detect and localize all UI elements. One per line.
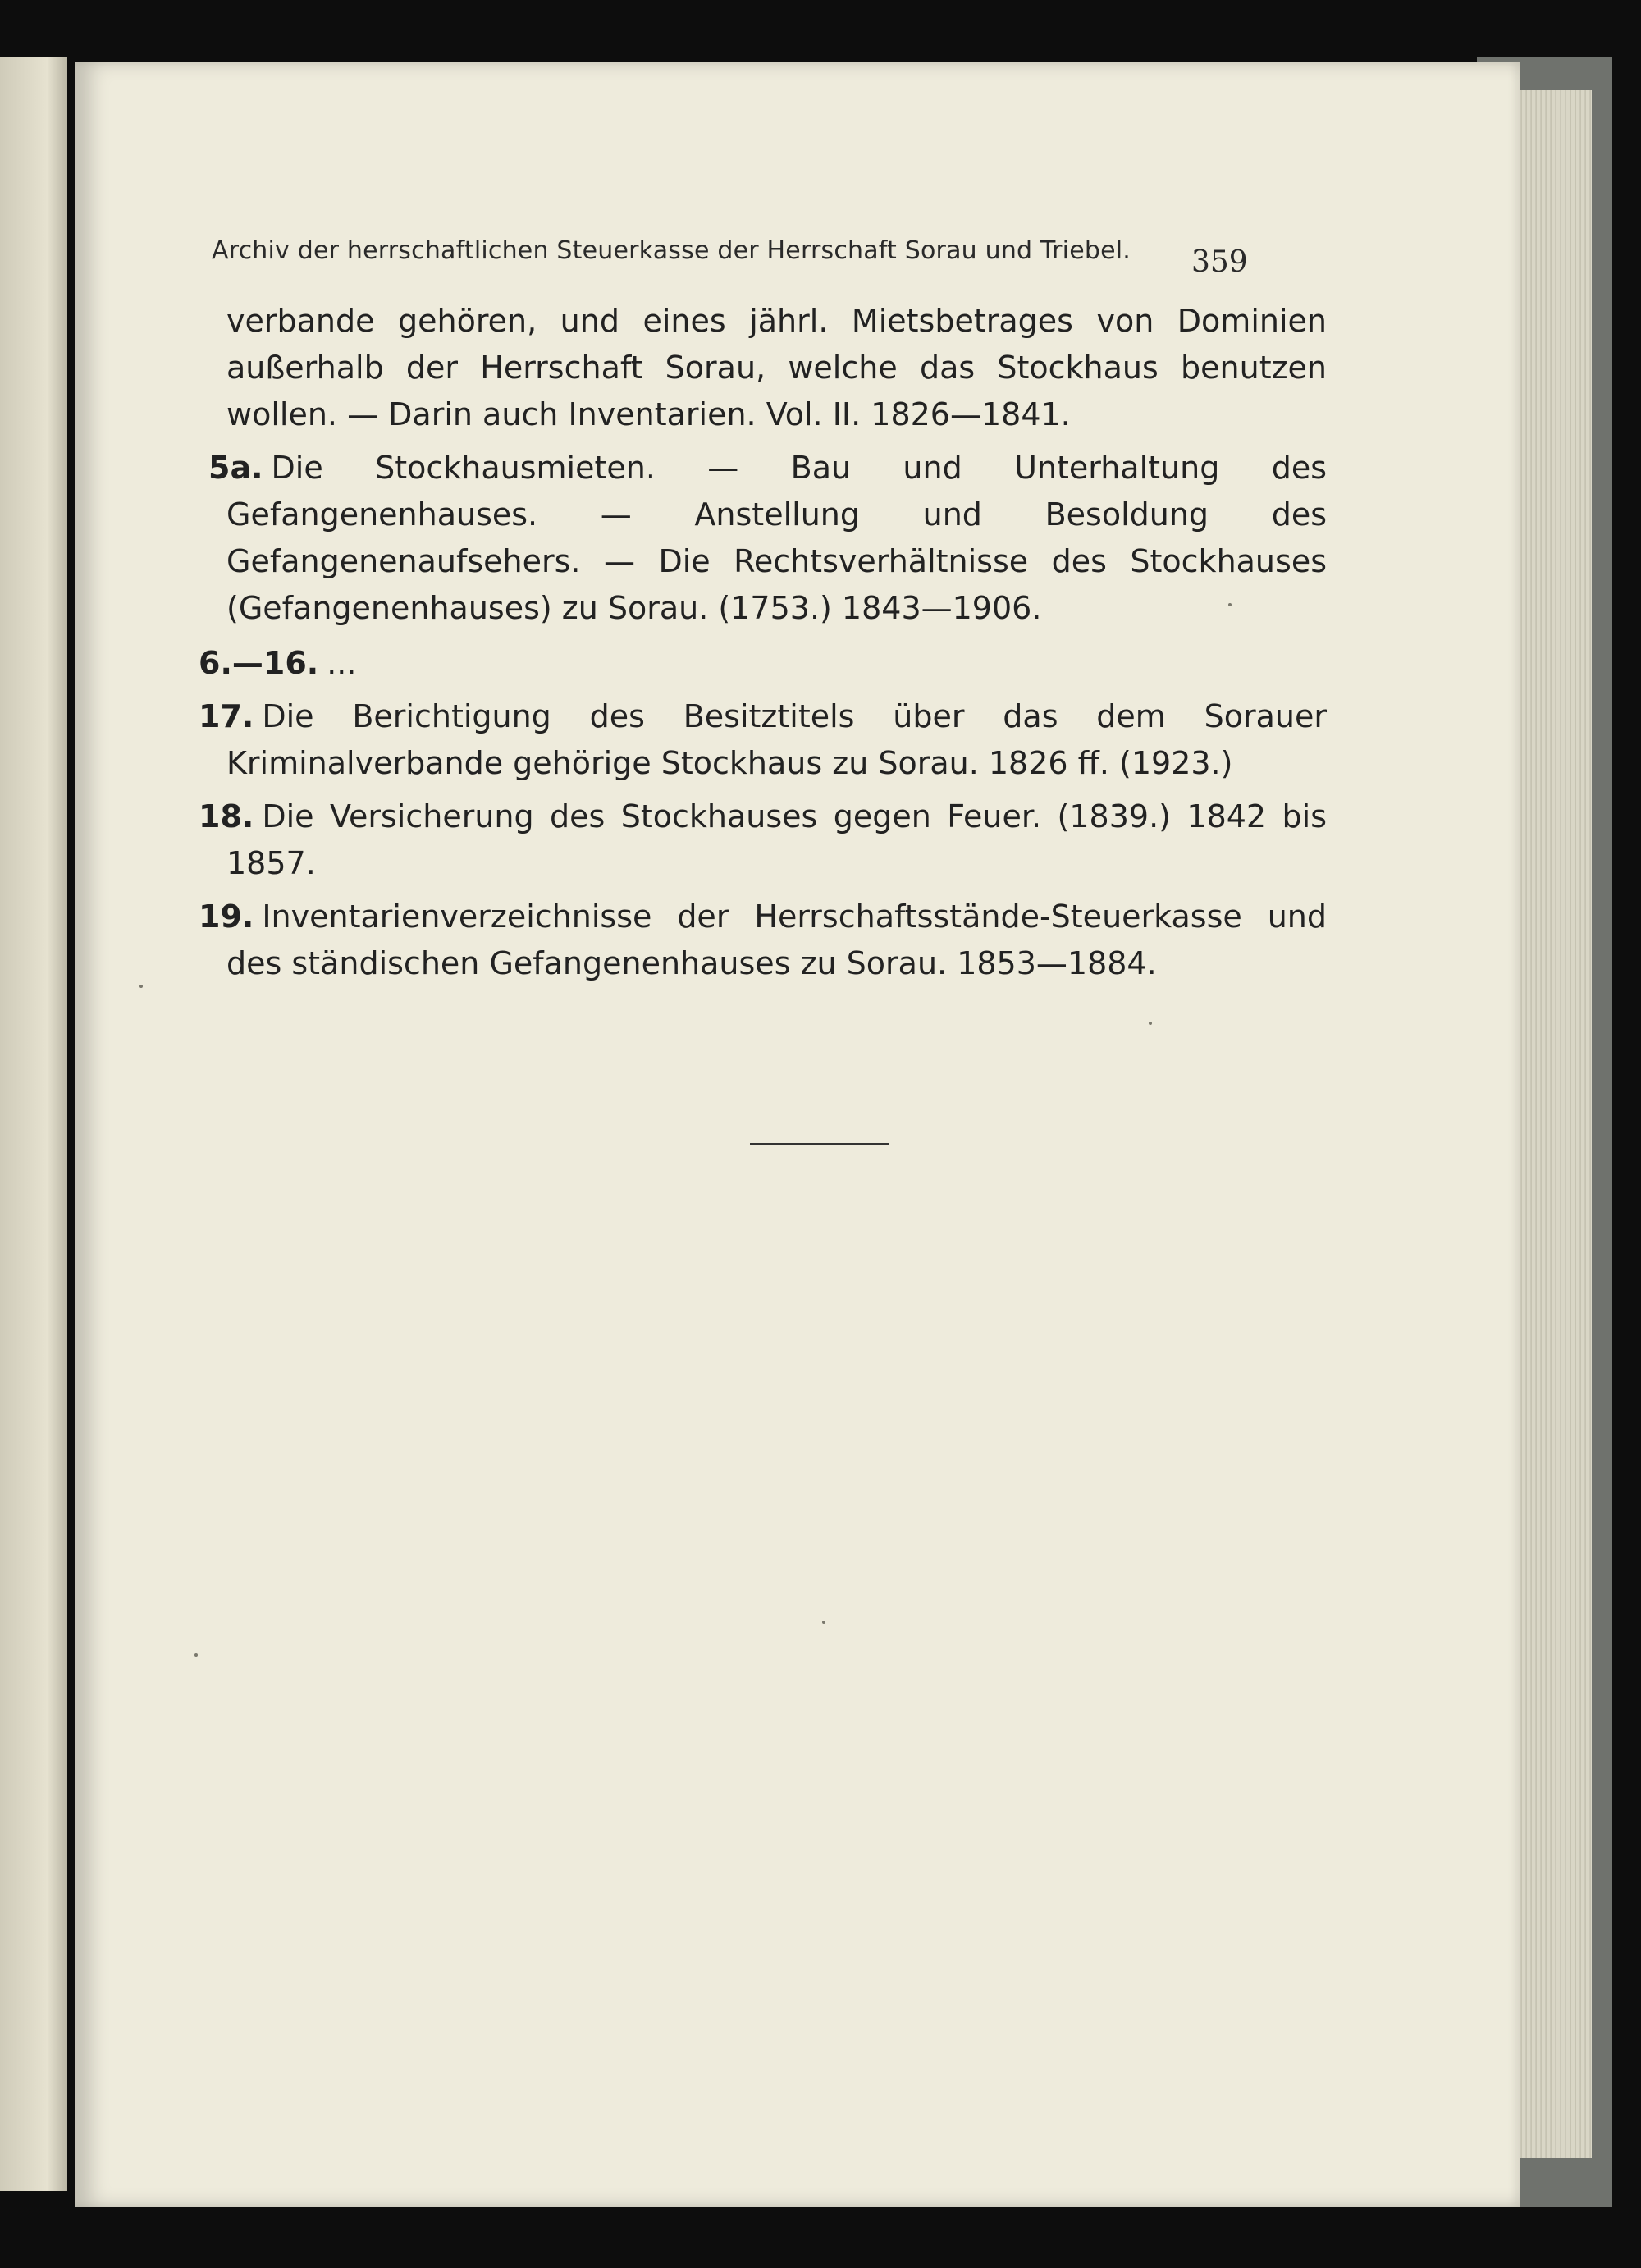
entry-6-16 xyxy=(199,640,1327,687)
entry-5a xyxy=(199,445,1327,632)
entry-number: 5a. xyxy=(208,450,263,486)
entry-text: Die Versicherung des Stockhauses gegen Feuer. (1839.) 1842 bis 1857. xyxy=(226,798,1327,881)
entry-19 xyxy=(199,894,1327,987)
paper-speck xyxy=(194,1653,198,1657)
entry-number: 19. xyxy=(199,899,254,935)
closing-rule xyxy=(750,1143,889,1145)
paper-speck xyxy=(1228,603,1232,606)
entry-number: 6.—16. xyxy=(199,645,319,681)
paper-speck xyxy=(822,1621,825,1624)
page-number: 359 xyxy=(1191,245,1248,279)
entry-text: Inventarienverzeichnisse der Herrschaftsstände-Steuerkasse und des ständischen Gefangenenhauses zu Sorau. 1853—1884. xyxy=(226,899,1327,981)
entry-number: 17. xyxy=(199,698,254,734)
paper-speck xyxy=(1149,1022,1152,1025)
entry-17 xyxy=(199,693,1327,787)
page-body xyxy=(199,298,1327,987)
previous-page-edge xyxy=(0,57,67,2191)
paper-speck xyxy=(139,985,143,988)
entry-18 xyxy=(199,793,1327,887)
entry-number: 18. xyxy=(199,798,254,834)
continuation-paragraph: verbande gehören, und eines jährl. Mietsbetrages von Dominien außerhalb der Herrschaft Sorau, welche das Stockhaus benutzen wollen. — Darin auch Inventarien. Vol. II. 1826—1841. xyxy=(226,303,1327,432)
entry-text: Die Berichtigung des Besitztitels über das dem Sorauer Kriminalverbande gehörige Stockhaus zu Sorau. 1826 ff. (1923.) xyxy=(226,698,1327,781)
entry-text: Die Stockhausmieten. — Bau und Unterhaltung des Gefangenenhauses. — Anstellung und Besoldung des Gefangenenaufsehers. — Die Rechtsverhältnisse des Stockhauses (Gefangenenhauses) zu Sorau. (1753.) 1843—1906. xyxy=(226,450,1327,626)
running-head: Archiv der herrschaftlichen Steuerkasse der Herrschaft Sorau und Triebel. xyxy=(212,236,1131,265)
book-page xyxy=(75,62,1520,2207)
entry-text: ... xyxy=(327,645,357,681)
